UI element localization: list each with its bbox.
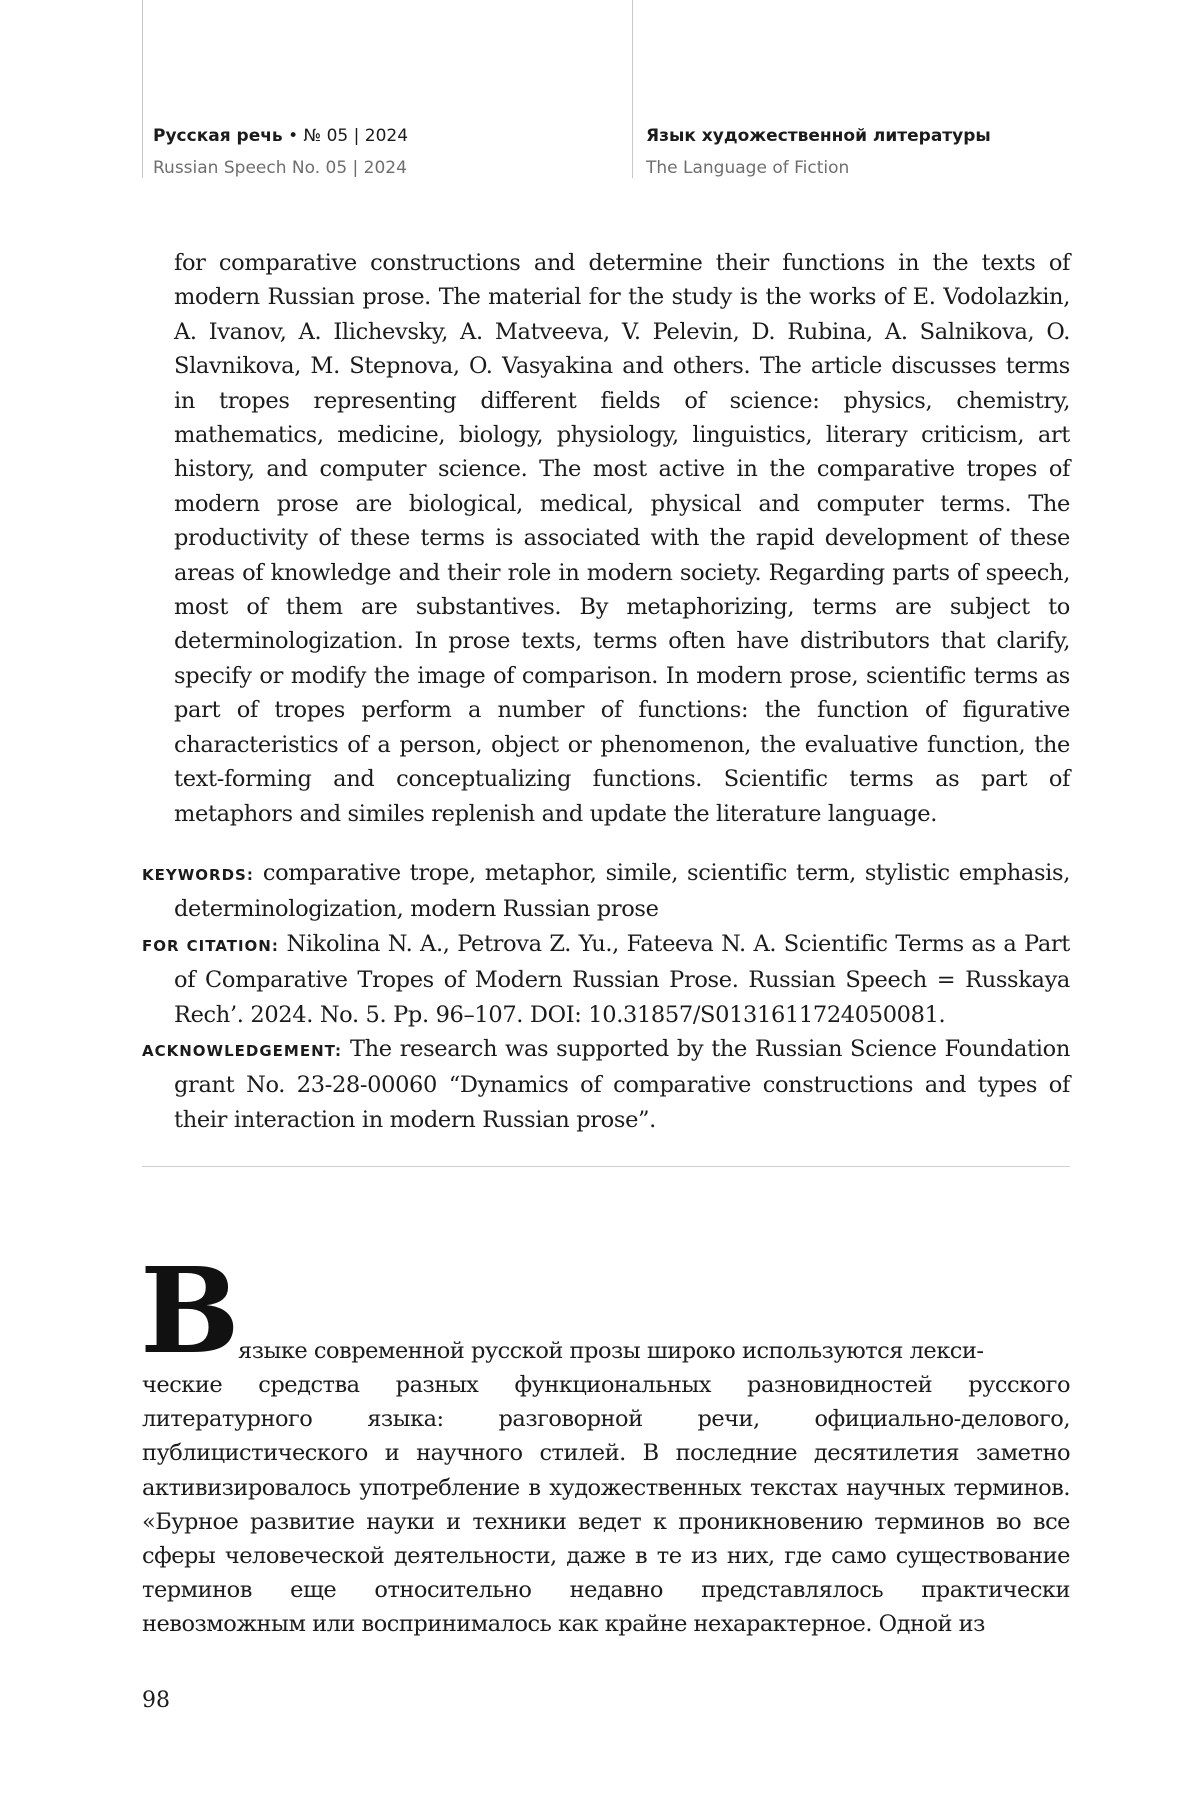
header-divider-right [632,0,633,178]
journal-header [153,124,408,180]
acknowledgement-text: The research was supported by the Russian Science Foundation grant No. 23-28-00060 “Dynamics of comparative constructions and types of their interaction in modern Russian prose”. [174,1036,1070,1133]
section-subtitle: The Language of Fiction [646,158,850,178]
journal-title: Русская речь [153,126,283,146]
drop-cap: В [140,1241,240,1380]
article-metadata [142,856,1070,1137]
section-title-line [646,124,991,148]
acknowledgement-label: ACKNOWLEDGEMENT: [142,1042,343,1061]
page-number: 98 [142,1688,170,1713]
body-paragraph: ческие средства разных функциональных разновидностей русского литературного языка: разговорной речи, официально-делового, публицистического и научного стилей. В последние десятилетия заметно активизировалось употребление в художественных текстах научных терминов. «Бурное развитие науки и техники ведет к проникновению терминов во все сферы человеческой деятельности, даже в те из них, где само существование терминов еще относительно недавно представлялось практически невозможным или воспринималось как крайне нехарактерное. Одной из [142,1372,1070,1638]
citation-text: Nikolina N. A., Petrova Z. Yu., Fateeva N. A. Scientific Terms as a Part of Comparative Tropes of Modern Russian Prose. Russian Speech = Russkaya Rech’. 2024. No. 5. Pp. 96–107. DOI: 10.31857/S0131611724050081. [174,930,1070,1028]
citation-entry [142,927,1070,1032]
keywords-entry [142,856,1070,927]
journal-issue: № 05 | 2024 [303,126,409,146]
section-divider [142,1166,1070,1167]
bullet-separator: • [288,126,299,146]
journal-title-line [153,124,408,148]
citation-label: FOR CITATION: [142,936,279,955]
acknowledgement-entry [142,1032,1070,1137]
section-header [646,124,991,180]
keywords-label: KEYWORDS: [142,866,254,884]
header-divider-left [142,0,143,178]
section-title: Язык художественной литературы [646,126,991,146]
journal-subtitle: Russian Speech No. 05 | 2024 [153,158,407,178]
abstract-paragraph: for comparative constructions and determine their functions in the texts of modern Russian prose. The material for the study is the works of E. Vodolazkin, A. Ivanov, A. Ilichevsky, A. Matveeva, V. Pelevin, D. Rubina, A. Salnikova, O. Slavnikova, M. Stepnova, O. Vasyakina and others. The article discusses terms in tropes representing different fields of science: physics, chemistry, mathematics, medicine, biology, physiology, linguistics, literary criticism, art history, and computer science. The most active in the comparative tropes of modern prose are biological, medical, physical and computer terms. The productivity of these terms is associated with the rapid development of these areas of knowledge and their role in modern society. Regarding parts of speech, most of them are substantives. By metaphorizing, terms are subject to determinologization. In prose texts, terms often have distributors that clarify, specify or modify the image of comparison. In modern prose, scientific terms as part of tropes perform a number of functions: the function of figurative characteristics of a person, object or phenomenon, the evaluative function, the text-forming and conceptualizing functions. Scientific terms as part of metaphors and similes replenish and update the literature language. [174,250,1070,827]
keywords-text: comparative trope, metaphor, simile, scientific term, stylistic emphasis, determinologization, modern Russian prose [174,860,1070,923]
body-first-line: языке современной русской прозы широко используются лекси- [238,1338,984,1364]
